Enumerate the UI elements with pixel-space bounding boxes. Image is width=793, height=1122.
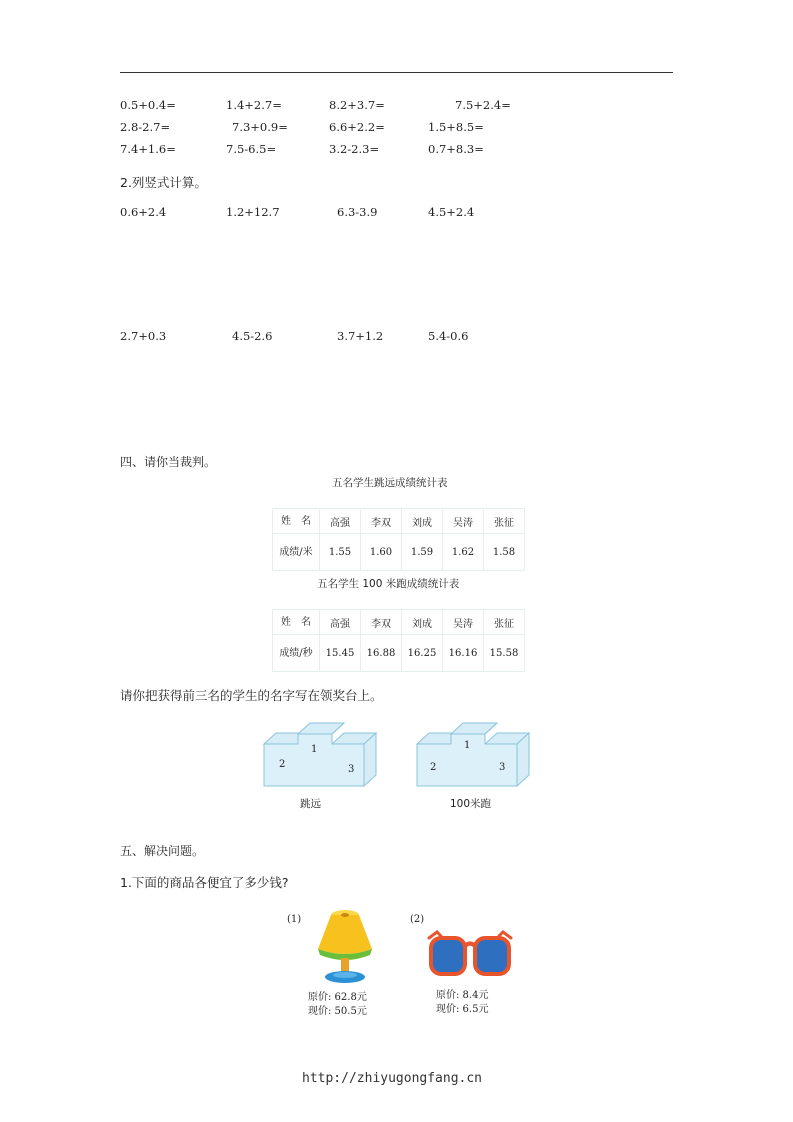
vertical-calc-item: 4.5-2.6 <box>232 329 273 343</box>
table-header-name: 姓 名 <box>273 509 320 534</box>
podium-long-jump <box>262 722 378 792</box>
oral-calc-item: 7.5+2.4= <box>455 98 511 112</box>
vertical-calc-item: 5.4-0.6 <box>428 329 469 343</box>
table-cell: 吴涛 <box>443 610 484 635</box>
table-2-title: 五名学生 100 米跑成绩统计表 <box>317 578 460 590</box>
table-row <box>273 534 525 571</box>
table-cell: 15.45 <box>320 635 361 672</box>
podium-place-2: 2 <box>279 759 286 770</box>
podium-instruction: 请你把获得前三名的学生的名字写在领奖台上。 <box>120 688 383 703</box>
podium-icon <box>415 722 531 792</box>
item-label: (2) <box>410 914 425 925</box>
oral-calc-item: 0.5+0.4= <box>120 98 176 112</box>
oral-calc-item: 0.7+8.3= <box>428 142 484 156</box>
table-header-score: 成绩/米 <box>273 534 320 571</box>
table-cell: 李双 <box>361 610 402 635</box>
table-cell: 刘成 <box>402 610 443 635</box>
top-rule <box>120 72 673 73</box>
vertical-calc-item: 0.6+2.4 <box>120 205 167 219</box>
table-cell: 刘成 <box>402 509 443 534</box>
table-cell: 吴涛 <box>443 509 484 534</box>
current-price: 现价: 6.5元 <box>436 1004 489 1015</box>
section-4-title: 四、请你当裁判。 <box>120 455 217 469</box>
sunglasses-icon <box>427 930 513 980</box>
oral-calc-item: 1.5+8.5= <box>428 120 484 134</box>
oral-calc-item: 7.4+1.6= <box>120 142 176 156</box>
vertical-calc-item: 3.7+1.2 <box>337 329 384 343</box>
oral-calc-item: 7.3+0.9= <box>232 120 288 134</box>
table-cell: 1.59 <box>402 534 443 571</box>
vertical-calc-item: 1.2+12.7 <box>226 205 280 219</box>
podium-sprint <box>415 722 531 792</box>
table-cell: 16.88 <box>361 635 402 672</box>
oral-calc-item: 8.2+3.7= <box>329 98 385 112</box>
section-5-title: 五、解决问题。 <box>120 844 205 858</box>
table-cell: 李双 <box>361 509 402 534</box>
oral-calc-item: 7.5-6.5= <box>226 142 277 156</box>
footer-url[interactable]: http://zhiyugongfang.cn <box>302 1071 483 1086</box>
table-cell: 15.58 <box>484 635 525 672</box>
table-row <box>273 610 525 635</box>
vertical-calc-item: 2.7+0.3 <box>120 329 167 343</box>
vertical-calc-item: 6.3-3.9 <box>337 205 378 219</box>
table-cell: 16.16 <box>443 635 484 672</box>
table-cell: 1.60 <box>361 534 402 571</box>
oral-calc-item: 2.8-2.7= <box>120 120 171 134</box>
vertical-calc-item: 4.5+2.4 <box>428 205 475 219</box>
oral-calc-item: 1.4+2.7= <box>226 98 282 112</box>
item-label: (1) <box>287 914 302 925</box>
table-header-name: 姓 名 <box>273 610 320 635</box>
table-cell: 16.25 <box>402 635 443 672</box>
table-cell: 高强 <box>320 509 361 534</box>
table-1-title: 五名学生跳远成绩统计表 <box>332 477 448 489</box>
table-cell: 高强 <box>320 610 361 635</box>
podium-place-3: 3 <box>348 764 355 775</box>
sprint-table <box>272 609 525 672</box>
table-row <box>273 509 525 534</box>
original-price: 原价: 62.8元 <box>308 992 367 1003</box>
podium-place-3: 3 <box>499 762 506 773</box>
table-lamp-icon <box>310 905 380 987</box>
long-jump-table <box>272 508 525 571</box>
table-header-score: 成绩/秒 <box>273 635 320 672</box>
podium-caption: 跳远 <box>300 798 321 810</box>
current-price: 现价: 50.5元 <box>308 1006 367 1017</box>
table-cell: 1.58 <box>484 534 525 571</box>
table-cell: 张征 <box>484 509 525 534</box>
podium-icon <box>262 722 378 792</box>
question-5-1-title: 1.下面的商品各便宜了多少钱? <box>120 875 289 890</box>
table-cell: 1.62 <box>443 534 484 571</box>
podium-place-2: 2 <box>430 762 437 773</box>
table-row <box>273 635 525 672</box>
oral-calc-item: 3.2-2.3= <box>329 142 380 156</box>
oral-calc-item: 6.6+2.2= <box>329 120 385 134</box>
original-price: 原价: 8.4元 <box>436 990 489 1001</box>
podium-caption: 100米跑 <box>450 798 492 810</box>
podium-place-1: 1 <box>311 744 318 755</box>
podium-place-1: 1 <box>464 740 471 751</box>
table-cell: 1.55 <box>320 534 361 571</box>
question-2-title: 2.列竖式计算。 <box>120 175 207 190</box>
table-cell: 张征 <box>484 610 525 635</box>
